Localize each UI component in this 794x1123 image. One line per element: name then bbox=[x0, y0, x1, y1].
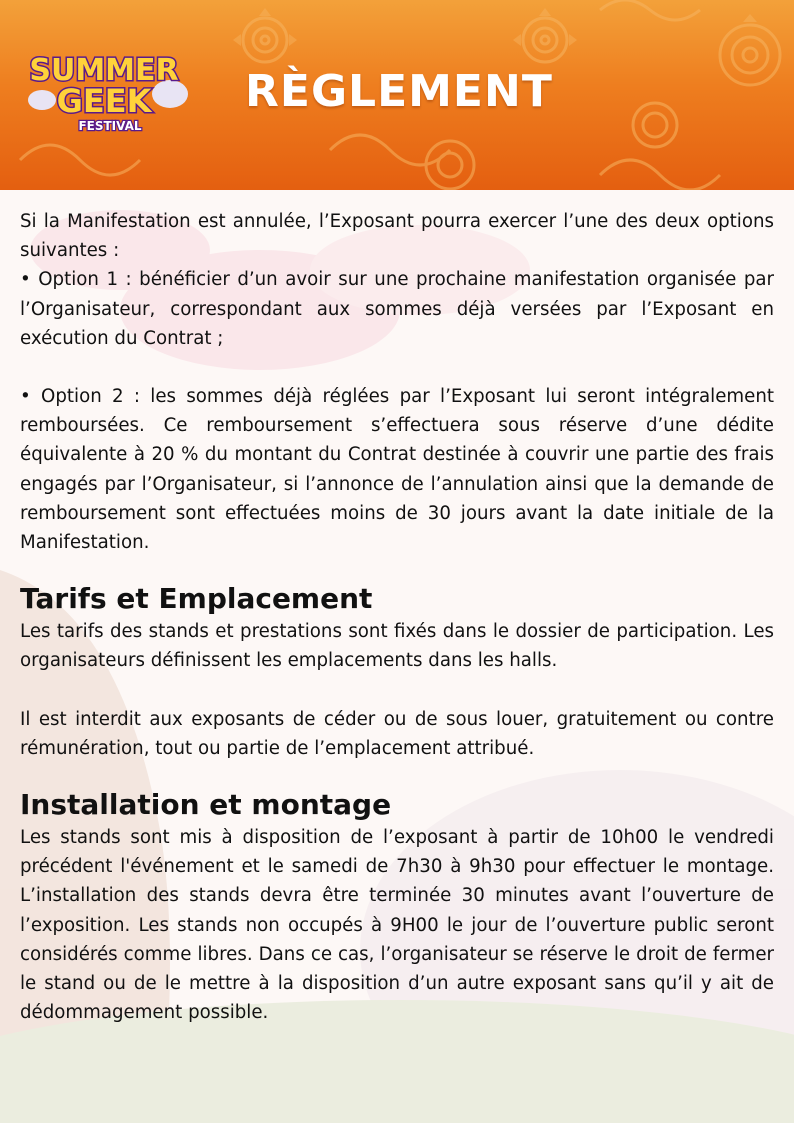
logo-line3: FESTIVAL bbox=[78, 119, 142, 133]
cancellation-intro: Si la Manifestation est annulée, l’Exposant pourra exercer l’une des deux options suivantes : bbox=[20, 211, 774, 262]
logo-line2: GEEK bbox=[56, 82, 152, 120]
page-title: RÈGLEMENT bbox=[245, 66, 553, 117]
regulation-content bbox=[20, 207, 774, 1027]
tarifs-paragraph-1: Les tarifs des stands et prestations sont fixés dans le dossier de participation. Les organisateurs définissent les emplacements dans les halls. bbox=[20, 621, 774, 672]
page-header bbox=[0, 0, 794, 190]
option-1: • Option 1 : bénéficier d’un avoir sur une prochaine manifestation organisée par l’Organisateur, correspondant aux sommes déjà versées par l’Exposant en exécution du Contrat ; bbox=[20, 269, 774, 349]
tarifs-paragraph-2: Il est interdit aux exposants de céder ou de sous louer, gratuitement ou contre rémunération, tout ou partie de l’emplacement attribué. bbox=[20, 708, 774, 759]
section-heading-tarifs: Tarifs et Emplacement bbox=[20, 582, 373, 616]
section-heading-installation: Installation et montage bbox=[20, 788, 392, 822]
summer-geek-festival-logo bbox=[22, 50, 192, 140]
installation-paragraph: Les stands sont mis à disposition de l’exposant à partir de 10h00 le vendredi précédent l'événement et le samedi de 7h30 à 9h30 pour effectuer le montage. L’installation des stands devra être terminée 30 minutes avant l’ouverture de l’exposition. Les stands non occupés à 9H00 le jour de l’ouverture public seront considérés comme libres. Dans ce cas, l’organisateur se réserve le droit de fermer le stand ou de le mettre à la disposition d’un autre exposant sans qu’il y ait de dédommagement possible. bbox=[20, 827, 774, 1024]
option-2: • Option 2 : les sommes déjà réglées par l’Exposant lui seront intégralement remboursées. Ce remboursement s’effectuera sous réserve d’une dédite équivalente à 20 % du montant du Contrat destinée à couvrir une partie des frais engagés par l’Organisateur, si l’annonce de l’annulation ainsi que la demande de remboursement sont effectuées moins de 30 jours avant la date initiale de la Manifestation. bbox=[20, 386, 774, 554]
logo-line1: SUMMER bbox=[29, 53, 179, 88]
